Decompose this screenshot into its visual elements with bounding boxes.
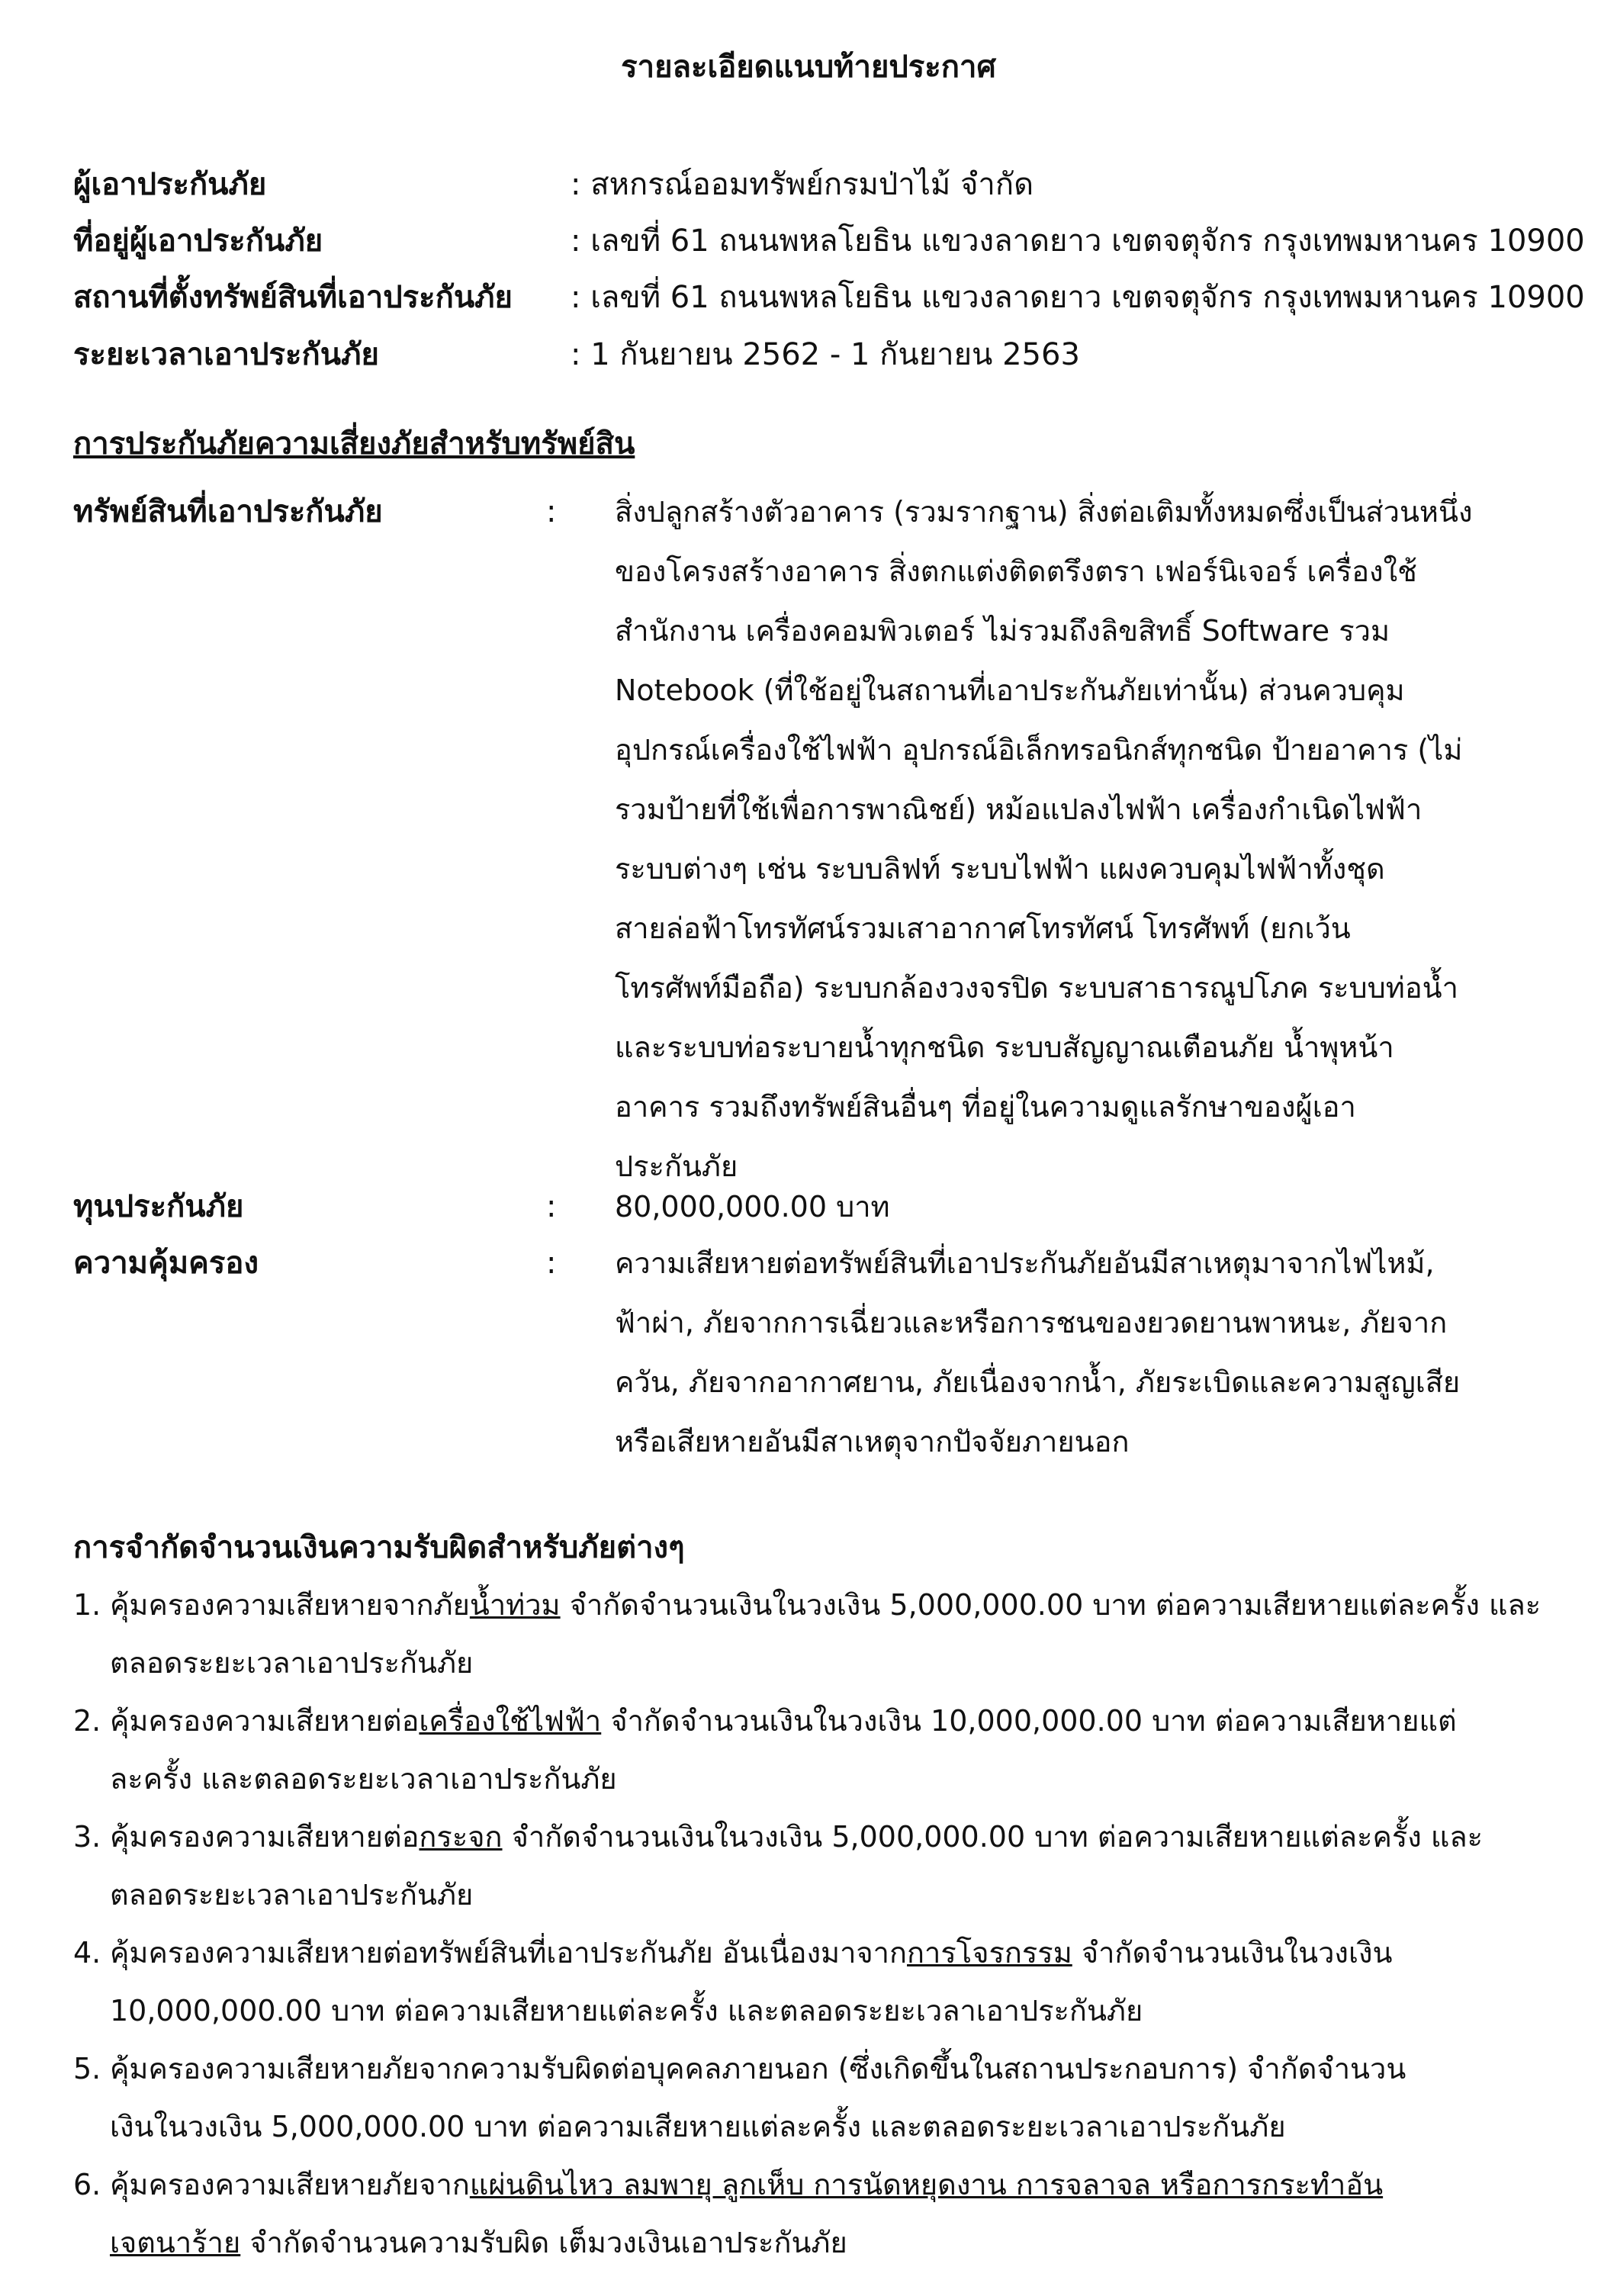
text-line: หรือเสียหายอันมีสาเหตุจากปัจจัยภายนอก <box>615 1425 1130 1458</box>
text-line: และระบบท่อระบายน้ำทุกชนิด ระบบสัญญาณเตือนภัย น้ำพุหน้า <box>615 1031 1394 1064</box>
insured-property-text <box>615 482 1553 1196</box>
item-text: จำกัดจำนวนความรับผิด เต็มวงเงินเอาประกันภัย <box>240 2226 847 2259</box>
item-text: จำกัดจำนวนเงินในวงเงิน <box>1072 1936 1393 1970</box>
text-line: ควัน, ภัยจากอากาศยาน, ภัยเนื่องจากน้ำ, ภัยระเบิดและความสูญเสีย <box>615 1365 1461 1399</box>
text-line: Notebook (ที่ใช้อยู่ในสถานที่เอาประกันภัยเท่านั้น) ส่วนควบคุม <box>615 674 1405 707</box>
item-text: คุ้มครองความเสียหายต่อ <box>110 1820 420 1854</box>
item-emphasis: การโจรกรรม <box>907 1936 1072 1970</box>
insured-property-label: ทรัพย์สินที่เอาประกันภัย <box>73 494 383 529</box>
item-emphasis: เจตนาร้าย <box>110 2226 241 2259</box>
text-line: อุปกรณ์เครื่องใช้ไฟฟ้า อุปกรณ์อิเล็กทรอนิกส์ทุกชนิด ป้ายอาคาร (ไม่ <box>615 733 1463 767</box>
coverage-label: ความคุ้มครอง <box>73 1246 259 1281</box>
insured-address-value: : เลขที่ 61 ถนนพหลโยธิน แขวงลาดยาว เขตจตุจักร กรุงเทพมหานคร 10900 <box>571 223 1585 259</box>
sum-insured-label: ทุนประกันภัย <box>73 1189 244 1224</box>
text-line: รวมป้ายที่ใช้เพื่อการพาณิชย์) หม้อแปลงไฟฟ้า เครื่องกำเนิดไฟฟ้า <box>615 793 1423 826</box>
coverage-text <box>615 1233 1553 1471</box>
item-number: 5. <box>73 2052 101 2085</box>
text-line: ของโครงสร้างอาคาร สิ่งตกแต่งติดตรึงตรา เฟอร์นิเจอร์ เครื่องใช้ <box>615 555 1417 588</box>
item-number: 4. <box>73 1936 101 1970</box>
text-line: ประกันภัย <box>615 1150 738 1183</box>
insured-name-label: ผู้เอาประกันภัย <box>73 167 267 202</box>
text-line: สายล่อฟ้าโทรทัศน์รวมเสาอากาศโทรทัศน์ โทรศัพท์ (ยกเว้น <box>615 912 1351 945</box>
insurance-period-label: ระยะเวลาเอาประกันภัย <box>73 337 379 372</box>
sum-insured-value: 80,000,000.00 บาท <box>615 1190 890 1224</box>
item-text: เงินในวงเงิน 5,000,000.00 บาท ต่อความเสียหายแต่ละครั้ง และตลอดระยะเวลาเอาประกันภัย <box>110 2110 1286 2143</box>
section-title: การประกันภัยความเสี่ยงภัยสำหรับทรัพย์สิน <box>73 426 635 461</box>
item-emphasis: แผ่นดินไหว ลมพายุ ลูกเห็บ การนัดหยุดงาน การจลาจล หรือการกระทำอัน <box>469 2168 1384 2201</box>
sum-insured-colon: : <box>546 1189 557 1224</box>
item-text: จำกัดจำนวนเงินในวงเงิน 5,000,000.00 บาท ต่อความเสียหายแต่ละครั้ง และ <box>560 1588 1541 1622</box>
item-text: คุ้มครองความเสียหายจากภัย <box>110 1588 470 1622</box>
item-text: ตลอดระยะเวลาเอาประกันภัย <box>110 1646 474 1680</box>
document-title: รายละเอียดแนบท้ายประกาศ <box>621 50 996 85</box>
coverage-colon: : <box>546 1246 557 1281</box>
item-number: 1. <box>73 1588 101 1622</box>
text-line: อาคาร รวมถึงทรัพย์สินอื่นๆ ที่อยู่ในความดูแลรักษาของผู้เอา <box>615 1090 1356 1124</box>
insured-address-label: ที่อยู่ผู้เอาประกันภัย <box>73 223 323 259</box>
item-number: 2. <box>73 1704 101 1738</box>
insured-property-colon: : <box>546 494 557 529</box>
property-location-label: สถานที่ตั้งทรัพย์สินที่เอาประกันภัย <box>73 280 513 315</box>
item-number: 6. <box>73 2168 101 2201</box>
item-text: 10,000,000.00 บาท ต่อความเสียหายแต่ละครั้ง และตลอดระยะเวลาเอาประกันภัย <box>110 1994 1143 2027</box>
item-emphasis: เครื่องใช้ไฟฟ้า <box>419 1704 602 1738</box>
property-location-value: : เลขที่ 61 ถนนพหลโยธิน แขวงลาดยาว เขตจตุจักร กรุงเทพมหานคร 10900 <box>571 280 1585 315</box>
text-line: สิ่งปลูกสร้างตัวอาคาร (รวมรากฐาน) สิ่งต่อเติมทั้งหมดซึ่งเป็นส่วนหนึ่ง <box>615 495 1473 529</box>
text-line: สำนักงาน เครื่องคอมพิวเตอร์ ไม่รวมถึงลิขสิทธิ์ Software รวม <box>615 614 1390 648</box>
item-text: คุ้มครองความเสียหายต่อ <box>110 1704 420 1738</box>
insured-name-value: : สหกรณ์ออมทรัพย์กรมป่าไม้ จำกัด <box>571 167 1034 202</box>
insurance-period-value: : 1 กันยายน 2562 - 1 กันยายน 2563 <box>571 337 1080 372</box>
item-number: 3. <box>73 1820 101 1854</box>
item-emphasis: น้ำท่วม <box>469 1588 561 1622</box>
text-line: โทรศัพท์มือถือ) ระบบกล้องวงจรปิด ระบบสาธารณูปโภค ระบบท่อน้ำ <box>615 971 1458 1005</box>
text-line: ความเสียหายต่อทรัพย์สินที่เอาประกันภัยอันมีสาเหตุมาจากไฟไหม้, <box>615 1246 1435 1280</box>
item-text: จำกัดจำนวนเงินในวงเงิน 10,000,000.00 บาท ต่อความเสียหายแต่ <box>601 1704 1457 1738</box>
limits-title: การจำกัดจำนวนเงินความรับผิดสำหรับภัยต่างๆ <box>73 1530 685 1565</box>
item-text: ตลอดระยะเวลาเอาประกันภัย <box>110 1878 474 1912</box>
item-text: คุ้มครองความเสียหายภัยจากความรับผิดต่อบุคคลภายนอก (ซึ่งเกิดขึ้นในสถานประกอบการ) จำกัดจำนวน <box>110 2052 1406 2085</box>
item-text: ละครั้ง และตลอดระยะเวลาเอาประกันภัย <box>110 1762 617 1796</box>
item-text: จำกัดจำนวนเงินในวงเงิน 5,000,000.00 บาท ต่อความเสียหายแต่ละครั้ง และ <box>502 1820 1484 1854</box>
text-line: ระบบต่างๆ เช่น ระบบลิฟท์ ระบบไฟฟ้า แผงควบคุมไฟฟ้าทั้งชุด <box>615 852 1385 886</box>
item-text: คุ้มครองความเสียหายภัยจาก <box>110 2168 470 2201</box>
item-text: คุ้มครองความเสียหายต่อทรัพย์สินที่เอาประกันภัย อันเนื่องมาจาก <box>110 1936 908 1970</box>
item-emphasis: กระจก <box>419 1820 503 1854</box>
text-line: ฟ้าผ่า, ภัยจากการเฉี่ยวและหรือการชนของยวดยานพาหนะ, ภัยจาก <box>615 1306 1448 1339</box>
